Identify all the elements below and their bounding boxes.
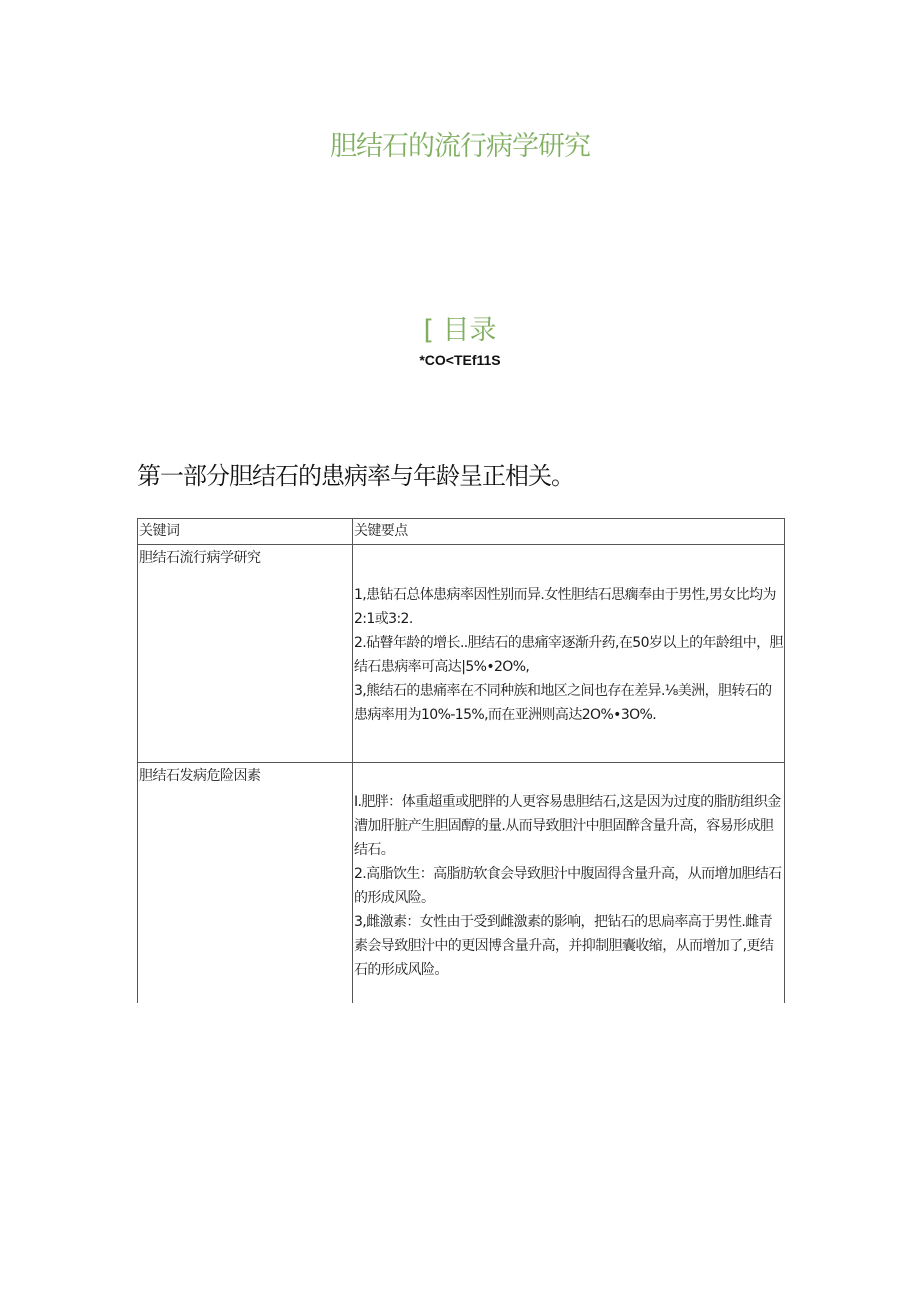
key-point: 2.砧瞽年龄的增长..胆结石的患痛宰逐渐升药,在50岁以上的年龄组中，胆结石患病率可高达|5%•2O%, bbox=[354, 635, 783, 675]
key-point: 1,患钻石总体患病率因性别而异.女性胆结石思瘸奉由于男性,男女比均为2:1或3:2. bbox=[354, 587, 776, 627]
table-header-points: 关键要点 bbox=[354, 523, 408, 539]
table-cell-points bbox=[353, 763, 784, 1003]
table-row bbox=[138, 545, 784, 763]
key-points-table bbox=[137, 518, 785, 1003]
table-row bbox=[138, 763, 784, 1003]
table-cell-keyword: 胆结石发病危险因素 bbox=[138, 763, 353, 1003]
key-point: 3,熊结石的患痛率在不同种族和地区之间也存在差异.⅛美洲，胆转石的患病率用为10%-15%,而在亚洲则高达2O%•3O%. bbox=[354, 683, 772, 723]
key-point: I.肥胖：体重超重或肥胖的人更容易患胆结石,这是因为过度的脂肪组织金漕加肝脏产生胆固醇的量.从而导致胆汁中胆固醉含量升高，容易形成胆结石。 bbox=[354, 794, 781, 858]
table-cell-keyword: 胆结石流行病学研究 bbox=[138, 545, 353, 762]
key-point: 2.高脂饮生：高脂肪软食会导致胆汁中腹固得含量升高，从而增加胆结石的形成风险。 bbox=[354, 866, 782, 906]
document-title: 胆结石的流行病学研究 bbox=[330, 131, 590, 162]
toc-heading: [ 目录 bbox=[423, 315, 497, 346]
key-point: 3,雌激素：女性由于受到雌激素的影响，把钻石的思扃率高于男性.雌青素会导致胆汁中的更因博含量升高，并抑制胆囊收缩，从而增加了,更结石的形成风险。 bbox=[354, 914, 774, 978]
toc-code: *CO<TEf11S bbox=[419, 352, 501, 368]
table-header-row bbox=[138, 519, 784, 545]
table-header-keyword: 关键词 bbox=[138, 519, 353, 544]
section-heading: 第一部分胆结石的患病率与年龄呈正相关。 bbox=[137, 462, 574, 490]
table-cell-points bbox=[353, 545, 784, 762]
